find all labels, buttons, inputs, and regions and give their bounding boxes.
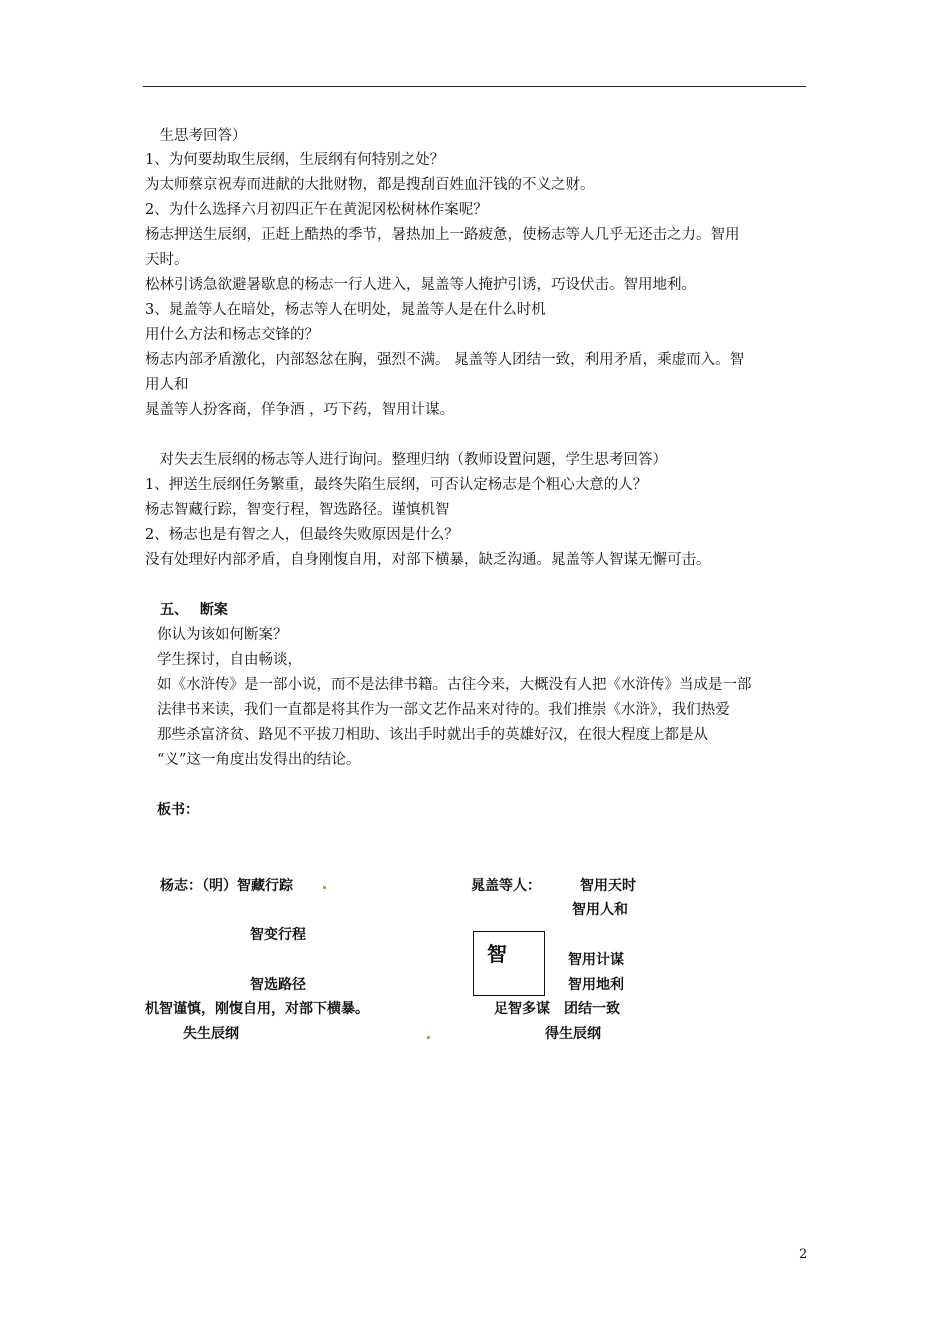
board-box: [473, 931, 545, 996]
header-rule: [143, 86, 806, 87]
board-left-3: 智选路径: [250, 977, 306, 993]
stray-dot: [427, 1036, 430, 1039]
board-right-6: 得生辰纲: [545, 1026, 601, 1042]
text-line: 晁盖等人扮客商，佯争酒 ，巧下药，智用计谋。: [145, 402, 455, 418]
question-2: 2、为什么选择六月初四正午在黄泥冈松树林作案呢？: [145, 202, 488, 218]
section-heading-5: 五、 断案: [160, 602, 228, 618]
text-line: 用什么方法和杨志交锋的？: [145, 327, 319, 343]
text-line: 杨志押送生辰纲，正赶上酷热的季节，暑热加上一路疲惫，使杨志等人几乎无还击之力。智用: [145, 227, 740, 243]
text-line: 天时。: [145, 252, 189, 268]
board-left-2: 智变行程: [250, 927, 306, 943]
text-line: 如《水浒传》是一部小说，而不是法律书籍。古往今来，大概没有人把《水浒传》当成是一部: [157, 677, 752, 693]
prompt-line: 你认为该如何断案？: [157, 627, 288, 643]
text-line: 法律书来读，我们一直都是将其作为一部文艺作品来对待的。我们推崇《水浒》，我们热爱: [157, 702, 730, 718]
text-line: 为太师蔡京祝寿而进献的大批财物，都是搜刮百姓血汗钱的不义之财。: [145, 177, 595, 193]
section-intro: 对失去生辰纲的杨志等人进行询问。整理归纳（教师设置问题，学生思考回答）: [145, 452, 667, 468]
page-number: 2: [799, 1247, 808, 1262]
text-line: 生思考回答）: [145, 128, 247, 144]
text-line: 杨志内部矛盾激化，内部怒忿在胸，强烈不满。 晁盖等人团结一致，利用矛盾，乘虚而入。智: [145, 352, 745, 368]
question-2b: 2、杨志也是有智之人，但最终失败原因是什么？: [145, 527, 459, 543]
stray-dot: [323, 886, 326, 889]
text-line: 用人和: [145, 377, 189, 393]
board-left-5: 失生辰纲: [183, 1026, 239, 1042]
question-3: 3、晁盖等人在暗处，杨志等人在明处，晁盖等人是在什么时机: [145, 302, 546, 318]
board-right-5: 足智多谋 团结一致: [494, 1001, 620, 1017]
board-right-0: 晁盖等人：: [471, 878, 541, 894]
text-line: 杨志智藏行踪，智变行程，智选路径。谨慎机智: [145, 502, 450, 518]
board-left-4: 机智谨慎，刚愎自用，对部下横暴。: [145, 1001, 369, 1017]
text-line: “义”这一角度出发得出的结论。: [157, 752, 361, 768]
board-right-1: 智用天时: [580, 878, 636, 894]
text-line: 学生探讨，自由畅谈，: [157, 652, 302, 668]
board-box-char: 智: [487, 942, 507, 966]
board-right-3: 智用计谋: [568, 952, 624, 968]
question-1: 1、为何要劫取生辰纲，生辰纲有何特别之处？: [145, 152, 445, 168]
text-line: 松林引诱急欲避暑歇息的杨志一行人进入，晁盖等人掩护引诱，巧设伏击。智用地利。: [145, 277, 696, 293]
question-1b: 1、押送生辰纲任务繁重，最终失陷生辰纲，可否认定杨志是个粗心大意的人？: [145, 477, 648, 493]
board-right-4: 智用地利: [568, 977, 624, 993]
board-right-2: 智用人和: [572, 902, 628, 918]
board-heading: 板书：: [157, 802, 199, 818]
text-line: 没有处理好内部矛盾，自身刚愎自用，对部下横暴，缺乏沟通。晁盖等人智谋无懈可击。: [145, 552, 711, 568]
board-left-1: 杨志：（明）智藏行踪: [160, 878, 293, 894]
text-line: 那些杀富济贫、路见不平拔刀相助、该出手时就出手的英雄好汉，在很大程度上都是从: [157, 727, 708, 743]
